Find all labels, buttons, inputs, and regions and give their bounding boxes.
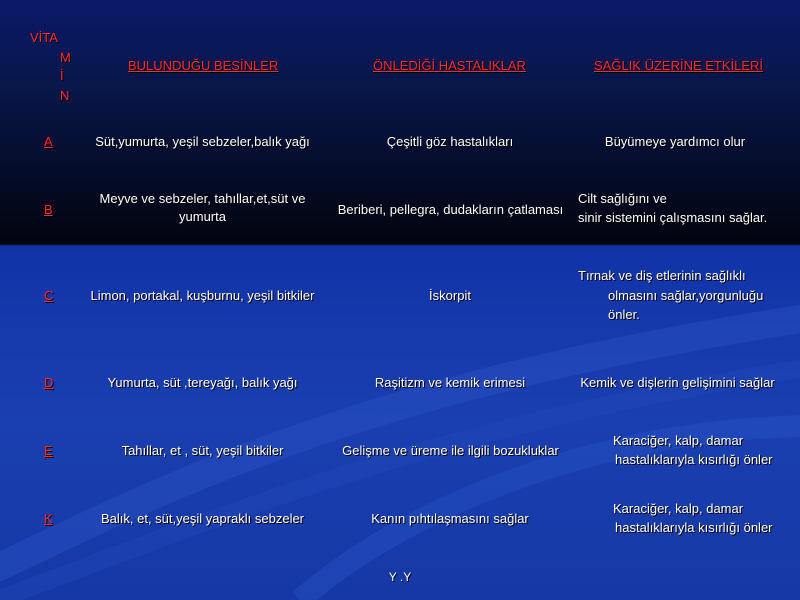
diseases-b: Beriberi, pellegra, dudakların çatlaması bbox=[337, 202, 564, 217]
vitamin-e: E bbox=[44, 443, 53, 458]
foods-c: Limon, portakal, kuşburnu, yeşil bitkiler bbox=[90, 288, 315, 303]
effects-b-line1: Cilt sağlığını ve bbox=[578, 191, 667, 206]
header-vitamin-4: N bbox=[60, 88, 70, 103]
effects-c-line1: Tırnak ve diş etlerinin sağlıklı bbox=[578, 268, 746, 283]
diseases-c: İskorpit bbox=[429, 288, 471, 303]
diseases-d: Raşitizm ve kemik erimesi bbox=[374, 375, 526, 390]
foods-e: Tahıllar, et , süt, yeşil bitkiler bbox=[121, 443, 284, 458]
vitamin-d: D bbox=[44, 375, 54, 390]
vitamin-b: B bbox=[44, 202, 53, 217]
vitamin-k: K bbox=[44, 511, 53, 526]
footer-initials: Y .Y bbox=[388, 570, 412, 584]
effects-d: Kemik ve dişlerin gelişimini sağlar bbox=[580, 375, 775, 390]
header-effects: SAĞLIK ÜZERİNE ETKİLERİ bbox=[594, 58, 764, 73]
header-vitamin-3: İ bbox=[60, 68, 64, 83]
effects-k-line1: Karaciğer, kalp, damar bbox=[613, 501, 744, 516]
effects-k-line2: hastalıklarıyla kısırlığı önler bbox=[615, 520, 773, 535]
effects-a: Büyümeye yardımcı olur bbox=[604, 134, 746, 149]
effects-e-line1: Karaciğer, kalp, damar bbox=[613, 433, 744, 448]
foods-k: Balık, et, süt,yeşil yapraklı sebzeler bbox=[100, 511, 305, 526]
effects-c-line3: önler. bbox=[608, 307, 640, 322]
diseases-e: Gelişme ve üreme ile ilgili bozukluklar bbox=[342, 443, 559, 458]
effects-b-line2: sinir sistemini çalışmasını sağlar. bbox=[578, 210, 768, 225]
foods-d: Yumurta, süt ,tereyağı, balık yağı bbox=[107, 375, 298, 390]
vitamin-c: C bbox=[44, 288, 54, 303]
header-vitamin-2: M bbox=[60, 50, 71, 65]
header-vitamin-1: VİTA bbox=[30, 30, 58, 45]
foods-a: Süt,yumurta, yeşil sebzeler,balık yağı bbox=[95, 134, 310, 149]
effects-e-line2: hastalıklarıyla kısırlığı önler bbox=[615, 452, 773, 467]
diseases-a: Çeşitli göz hastalıkları bbox=[386, 134, 514, 149]
diseases-k: Kanın pıhtılaşmasını sağlar bbox=[371, 511, 529, 526]
header-foods: BULUNDUĞU BESİNLER bbox=[128, 58, 279, 73]
foods-b: Meyve ve sebzeler, tahıllar,et,süt ve yumurta bbox=[99, 191, 306, 224]
header-diseases: ÖNLEDİĞİ HASTALIKLAR bbox=[373, 58, 526, 73]
vitamin-a: A bbox=[44, 134, 53, 149]
effects-c-line2: olmasını sağlar,yorgunluğu bbox=[608, 288, 764, 303]
